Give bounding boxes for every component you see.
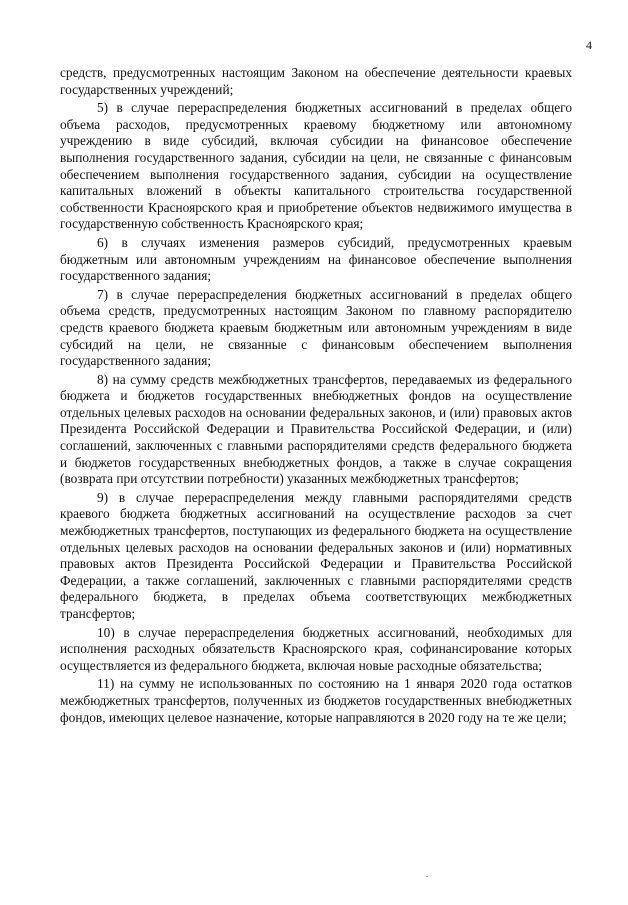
paragraph-item-6: 6) в случаях изменения размеров субсидий, предусмотренных краевым бюджетным или автономным учреждениям на финансовое обеспечение выполнения государственного задания; xyxy=(60,234,572,284)
paragraph-item-11: 11) на сумму не использованных по состоянию на 1 января 2020 года остатков межбюджетных трансфертов, полученных из бюджетов государственных внебюджетных фондов, имеющих целевое назначение, которые направляются в 2020 году на те же цели; xyxy=(60,676,572,725)
page-number: 4 xyxy=(586,38,592,52)
document-body xyxy=(60,65,572,728)
paragraph-item-7: 7) в случае перераспределения бюджетных ассигнований в пределах общего объема средств, предусмотренных настоящим Законом по главному распорядителю средств краевого бюджета краевым бюджетным или автономным учреждениям в виде субсидий на цели, не связанные с финансовым обеспечением выполнения государственного задания; xyxy=(60,286,572,369)
paragraph-item-5: 5) в случае перераспределения бюджетных ассигнований в пределах общего объема расходов, предусмотренных краевому бюджетному или автономному учреждению в виде субсидий, включая субсидии на финансовое обеспечение выполнения государственного задания, субсидии на цели, не связанные с финансовым обеспечением выполнения государственного задания, субсидии на осуществление капитальных вложений в объекты капитального строительства государственной собственности Красноярского края и приобретение объектов недвижимого имущества в государственную собственность Красноярского края; xyxy=(60,100,572,232)
paragraph-item-9: 9) в случае перераспределения между главными распорядителями средств краевого бюджета бюджетных ассигнований на осуществление расходов за счет межбюджетных трансфертов, поступающих из федерального бюджета на осуществление отдельных целевых расходов на основании федеральных законов и (или) нормативных правовых актов Президента Российской Федерации и Правительства Российской Федерации, а также соглашений, заключенных с главными распорядителями средств федерального бюджета, в пределах объема соответствующих межбюджетных трансфертов; xyxy=(60,489,572,621)
paragraph-continuation: средств, предусмотренных настоящим Законом на обеспечение деятельности краевых государственных учреждений; xyxy=(60,65,572,97)
paragraph-item-8: 8) на сумму средств межбюджетных трансфертов, передаваемых из федерального бюджета и бюджетов государственных внебюджетных фондов на осуществление отдельных целевых расходов на основании федеральных законов, и (или) правовых актов Президента Российской Федерации и Правительства Российской Федерации, и (или) соглашений, заключенных с главными распорядителями средств федерального бюджета и бюджетов государственных внебюджетных фондов, а также в случае сокращения (возврата при отсутствии потребности) указанных межбюджетных трансфертов; xyxy=(60,371,572,487)
scan-speck xyxy=(426,876,428,877)
paragraph-item-10: 10) в случае перераспределения бюджетных ассигнований, необходимых для исполнения расходных обязательств Красноярского края, софинансирование которых осуществляется из федерального бюджета, включая новые расходные обязательства; xyxy=(60,624,572,673)
